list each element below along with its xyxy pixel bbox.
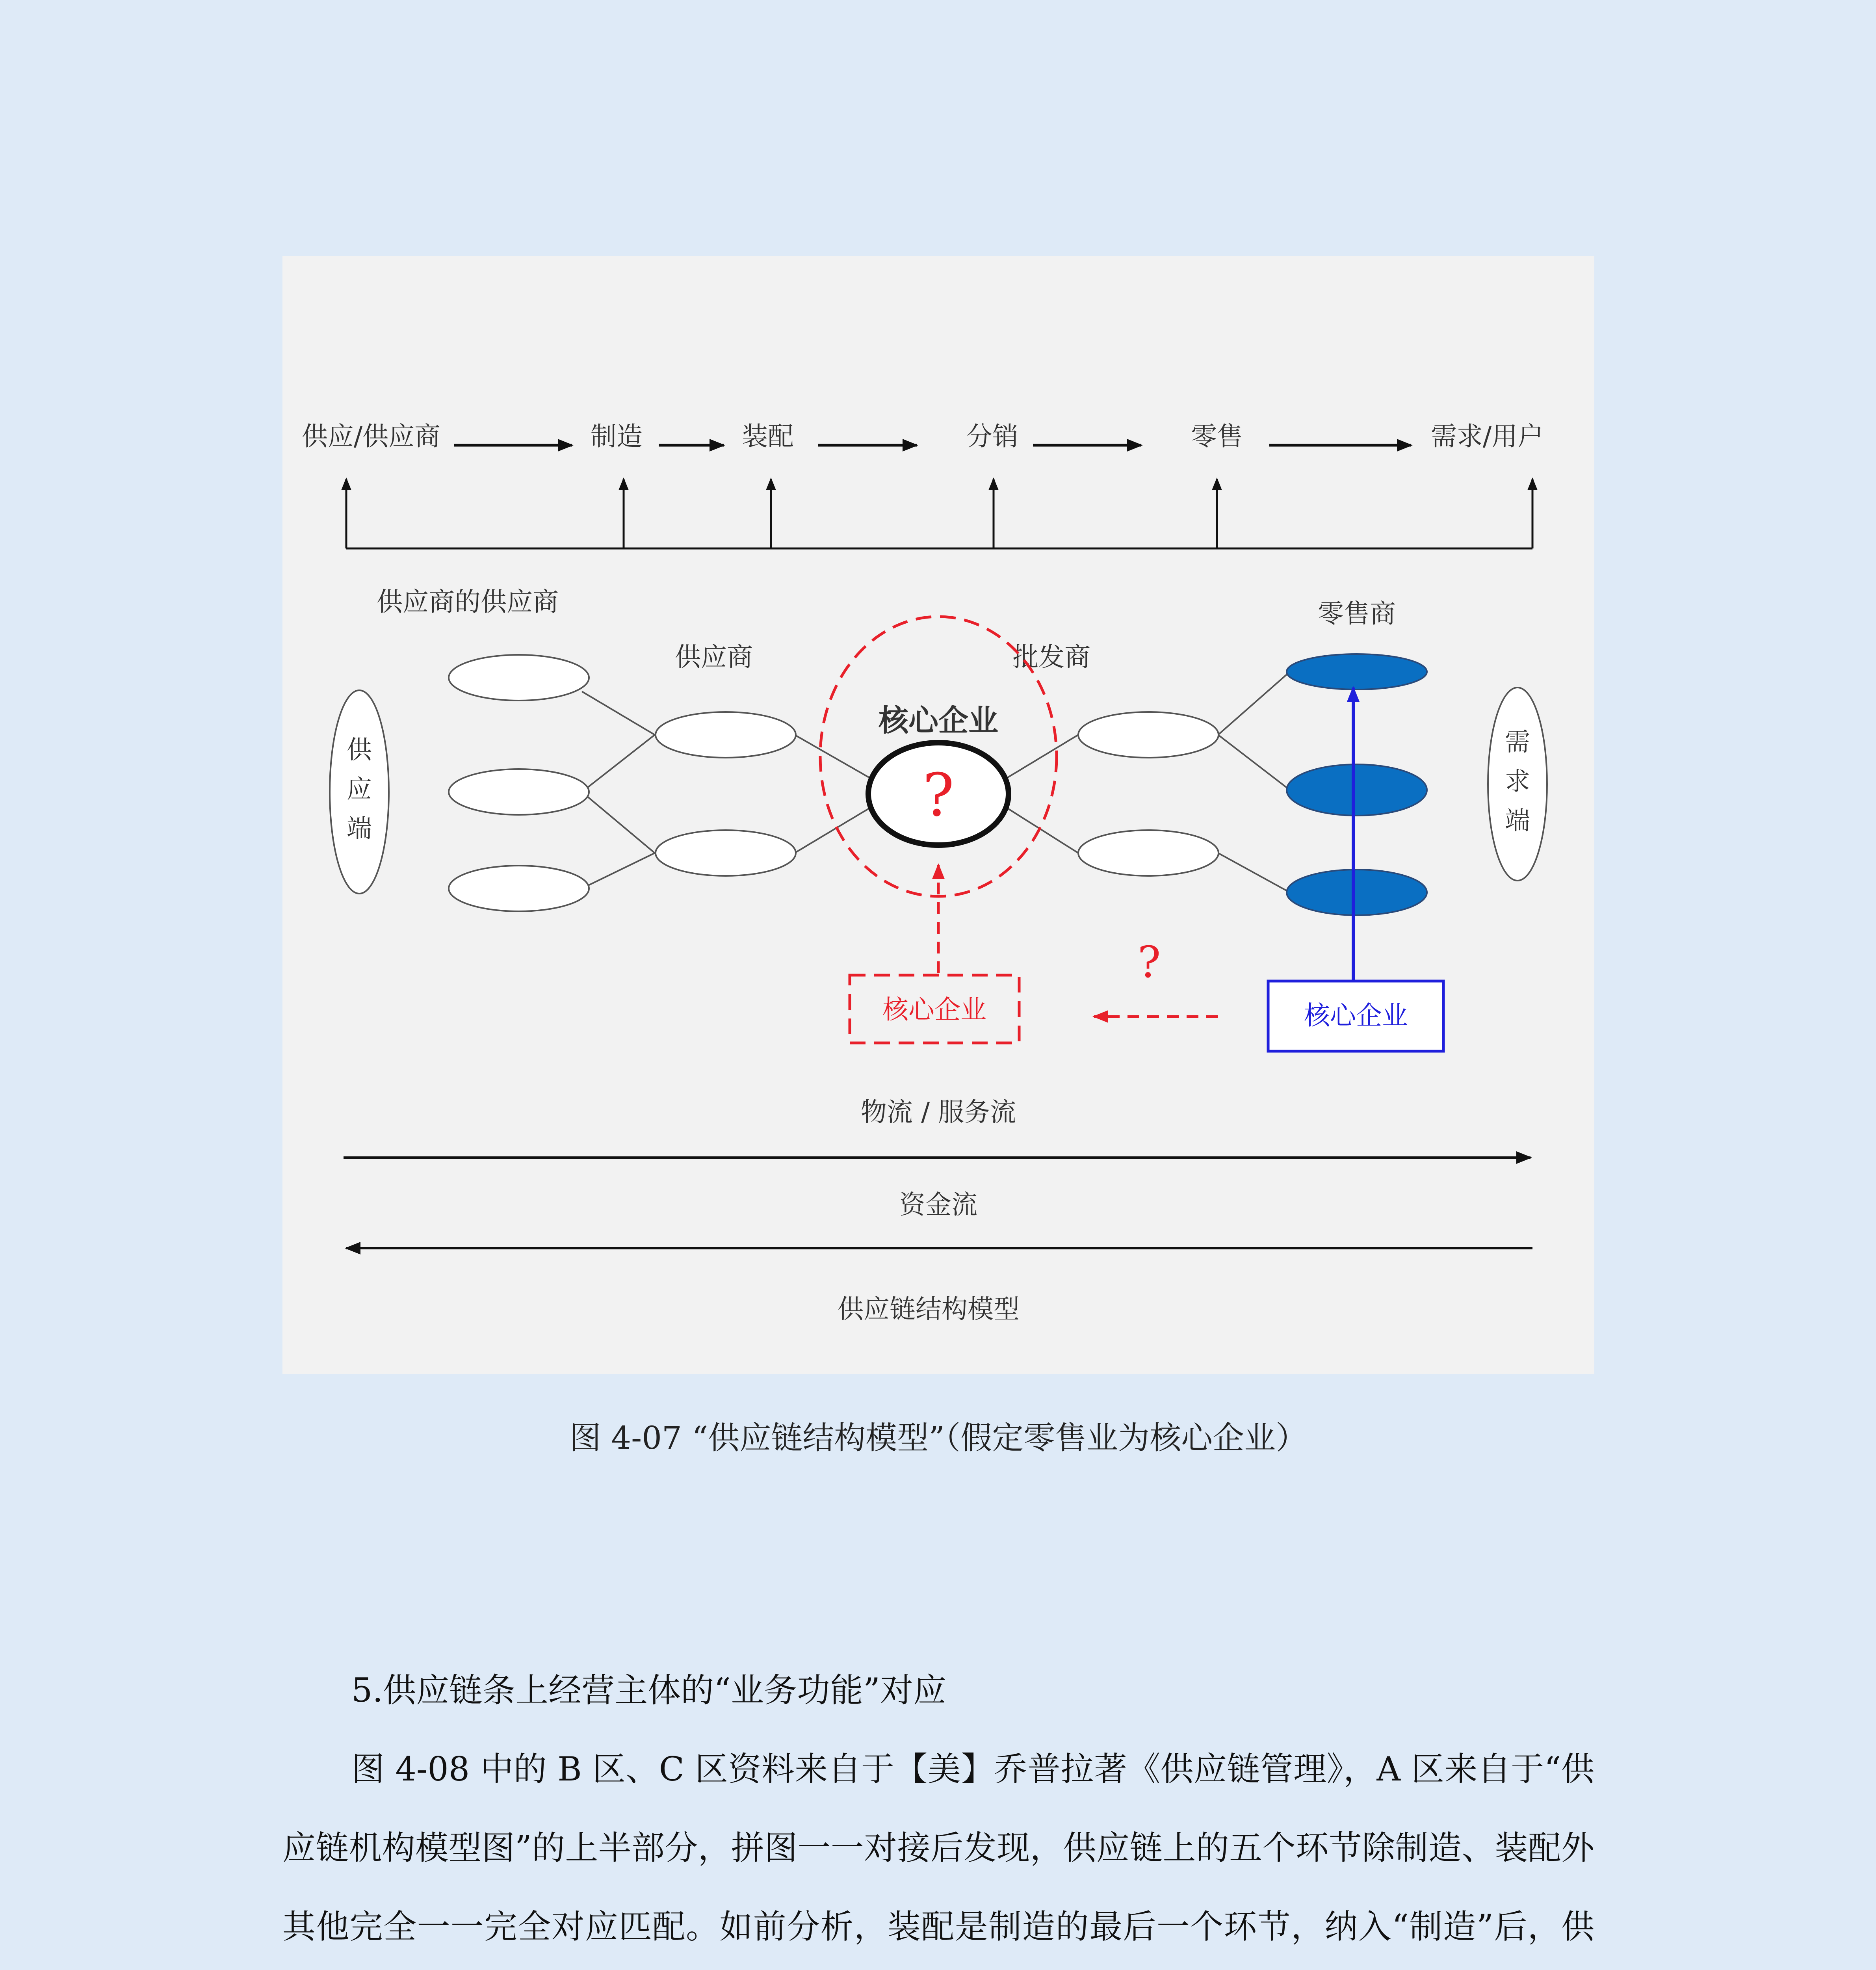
supply-end-char-1: 供 bbox=[347, 736, 372, 765]
label-wholesaler: 批发商 bbox=[1012, 642, 1090, 672]
retailer-node bbox=[1287, 764, 1427, 816]
wholesaler-node bbox=[1078, 830, 1218, 876]
sos-node bbox=[449, 769, 589, 815]
flow-label-demand: 需求/用户 bbox=[1430, 421, 1544, 452]
sos-node bbox=[449, 655, 589, 701]
body-paragraph: 图 4-08 中的 B 区、C 区资料来自于【美】乔普拉著《供应链管理》，A 区来自于“供应链机构模型图”的上半部分，拼图一一对接后发现，供应链上的五个环节除制造、装配外其他完全一一完全对应匹配。如前分析，装配是制造的最后一个环节，纳入“制造”后，供 bbox=[282, 1750, 1594, 1946]
body-content bbox=[282, 1651, 1594, 1970]
supplier-node bbox=[656, 830, 796, 876]
supply-end-char-3: 端 bbox=[347, 814, 372, 844]
figure-caption: 图 4-07 “供应链结构模型”（假定零售业为核心企业） bbox=[569, 1420, 1308, 1456]
retailer-node bbox=[1287, 654, 1427, 690]
flow-label-retail: 零售 bbox=[1191, 421, 1243, 452]
demand-end-char-1: 需 bbox=[1505, 728, 1530, 757]
sos-node bbox=[449, 866, 589, 911]
supplier-node bbox=[656, 712, 796, 758]
label-core-red-box: 核心企业 bbox=[882, 994, 986, 1025]
retailer-node bbox=[1287, 870, 1427, 915]
supply-end-char-2: 应 bbox=[347, 775, 372, 804]
core-question-mark: ? bbox=[922, 761, 955, 830]
label-core-top: 核心企业 bbox=[879, 703, 998, 738]
label-capital: 资金流 bbox=[899, 1189, 977, 1220]
label-core-blue-box: 核心企业 bbox=[1304, 1000, 1408, 1031]
demand-end-char-2: 求 bbox=[1505, 767, 1530, 796]
flow-label-supply: 供应/供应商 bbox=[301, 421, 441, 452]
supply-chain-diagram bbox=[282, 256, 1594, 1374]
demand-end-char-3: 端 bbox=[1505, 807, 1530, 836]
flow-label-manufacture: 制造 bbox=[591, 421, 643, 452]
label-retailer: 零售商 bbox=[1318, 598, 1396, 629]
flow-label-assembly: 装配 bbox=[742, 421, 794, 452]
label-model-title: 供应链结构模型 bbox=[838, 1294, 1020, 1324]
wholesaler-node bbox=[1078, 712, 1218, 758]
label-logistics: 物流 / 服务流 bbox=[860, 1097, 1016, 1127]
flow-label-distribution: 分销 bbox=[966, 421, 1018, 452]
section-heading: 5.供应链条上经营主体的“业务功能”对应 bbox=[351, 1671, 947, 1710]
small-question-mark: ? bbox=[1137, 937, 1161, 987]
label-supplier-of-supplier: 供应商的供应商 bbox=[377, 587, 559, 617]
label-supplier: 供应商 bbox=[675, 642, 753, 672]
